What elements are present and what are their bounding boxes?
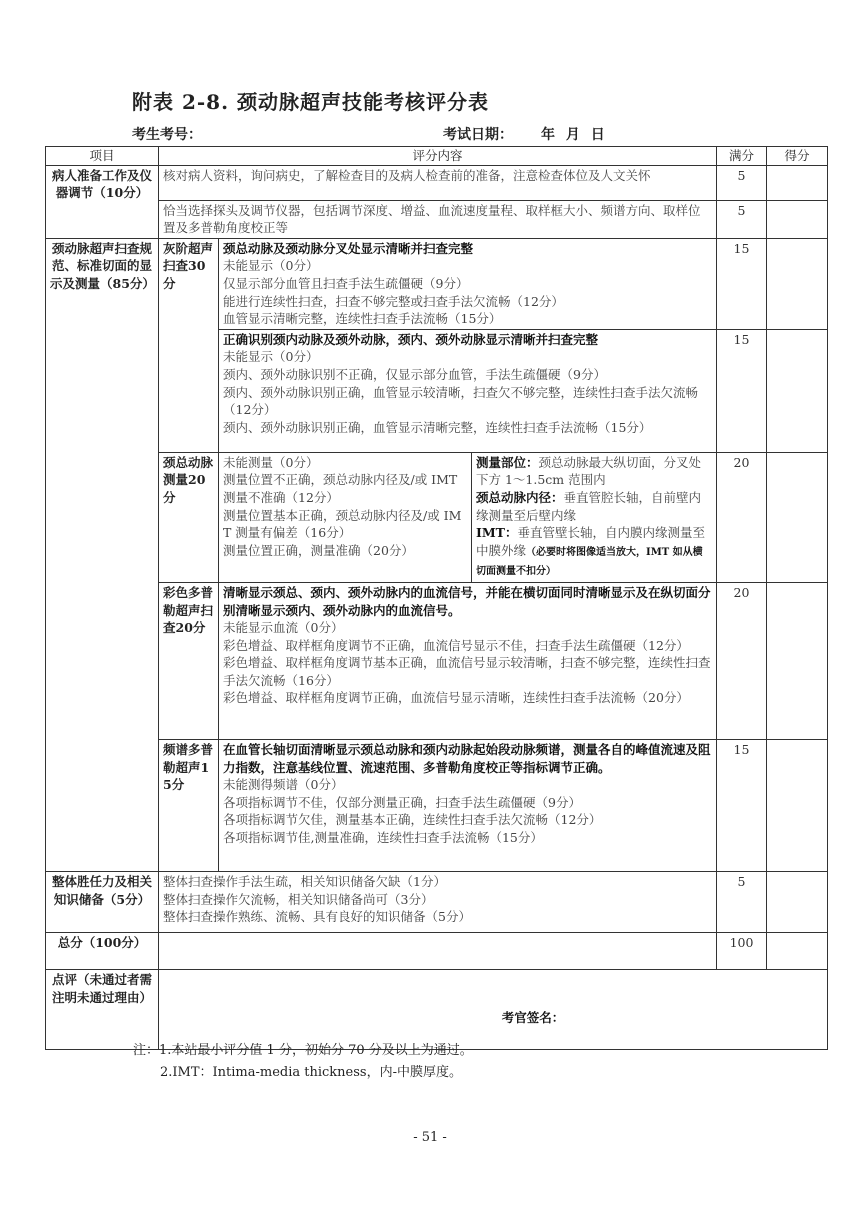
- table-row: [46, 452, 828, 582]
- list-item: 未能显示（0分）: [223, 258, 319, 274]
- list-item: 能进行连续性扫查，扫查不够完整或扫查手法欠流畅（12分）: [223, 293, 564, 309]
- note-1: 注：1.本站最小评分值 1 分，初始分 70 分及以上为通过。: [133, 1043, 473, 1058]
- list-item: 彩色增益、取样框角度调节基本正确，血流信号显示较清晰，扫查不够完整，连续性扫查手法欠流畅（16分）: [223, 655, 711, 688]
- gray-label: 灰阶超声扫查30分: [159, 238, 219, 452]
- list-item: 测量位置正确，测量准确（20分）: [223, 542, 414, 558]
- spectrum-label: 频谱多普勒超声15分: [159, 739, 219, 871]
- header-full: 满分: [717, 147, 767, 166]
- gray-a-lead: 颈总动脉及颈动脉分叉处显示清晰并扫查完整: [223, 240, 474, 256]
- note-2: 2.IMT：Intima-media thickness，内-中膜厚度。: [160, 1065, 462, 1080]
- exam-date: [443, 124, 605, 144]
- score-table: [45, 146, 828, 1050]
- color-full: 20: [717, 582, 767, 739]
- spectrum-full: 15: [717, 739, 767, 871]
- measure-score[interactable]: [767, 452, 828, 582]
- color-lead: 清晰显示颈总、颈内、颈外动脉内的血流信号，并能在横切面同时清晰显示及在纵切面分别清晰显示颈内、颈外动脉内的血流信号。: [223, 584, 711, 618]
- spectrum-score[interactable]: [767, 739, 828, 871]
- list-item: 各项指标调节欠佳，测量基本正确，连续性扫查手法欠流畅（12分）: [223, 812, 602, 828]
- table-row: [46, 165, 828, 200]
- prep-full-1: 5: [717, 165, 767, 200]
- table-row: [46, 871, 828, 932]
- overall-content: [159, 871, 717, 932]
- prep-content-2: 恰当选择探头及调节仪器，包括调节深度、增益、血流速度量程、取样框大小、频谱方向、取样位置及多普勒角度校正等: [159, 200, 717, 238]
- table-row: [46, 969, 828, 1049]
- page-number: - 51 -: [413, 1130, 447, 1145]
- total-score[interactable]: [767, 932, 828, 969]
- measure-pos-text: 颈总动脉最大纵切面，分叉处下方 1～1.5cm 范围内: [476, 454, 702, 488]
- prep-full-2: 5: [717, 200, 767, 238]
- measure-full: 20: [717, 452, 767, 582]
- list-item: 未能测得频谱（0分）: [223, 777, 344, 793]
- prep-score-1[interactable]: [767, 165, 828, 200]
- examiner-sign-label: 考官签名：: [501, 1010, 565, 1026]
- header-score: 得分: [767, 147, 828, 166]
- table-row: [46, 739, 828, 871]
- gray-b-lead: 正确识别颈内动脉及颈外动脉，颈内、颈外动脉显示清晰并扫查完整: [223, 331, 599, 347]
- table-row: [46, 200, 828, 238]
- list-item: 颈内、颈外动脉识别正确，血管显示较清晰，扫查欠不够完整，连续性扫查手法欠流畅（12分）: [223, 384, 699, 418]
- table-row: [46, 932, 828, 969]
- comment-area[interactable]: [159, 969, 828, 1049]
- gray-b-content: [219, 329, 717, 452]
- total-label: 总分（100分）: [46, 932, 159, 969]
- overall-score[interactable]: [767, 871, 828, 932]
- measure-diam-text: 垂直管腔长轴，自前壁内缘测量至后壁内缘: [476, 489, 702, 523]
- table-row: [46, 582, 828, 739]
- measure-label: 颈总动脉测量20分: [159, 452, 219, 582]
- overall-label: 整体胜任力及相关知识储备（5分）: [46, 871, 159, 932]
- overall-full: 5: [717, 871, 767, 932]
- color-score[interactable]: [767, 582, 828, 739]
- measure-spec: [472, 452, 717, 582]
- measure-diameter: [476, 489, 712, 524]
- measure-pos-label: 测量部位：: [476, 454, 539, 470]
- page-title: 附表 2-8. 颈动脉超声技能考核评分表: [132, 90, 490, 114]
- list-item: 测量位置基本正确，颈总动脉内径及/或 IMT 测量有偏差（16分）: [223, 507, 462, 541]
- list-item: 测量位置不正确，颈总动脉内径及/或 IMT 测量不准确（12分）: [223, 472, 458, 505]
- header-content: 评分内容: [159, 147, 717, 166]
- comment-label: 点评（未通过者需注明未通过理由）: [46, 969, 159, 1049]
- spectrum-content: [219, 739, 717, 871]
- list-item: 未能测量（0分）: [223, 454, 319, 470]
- gray-a-full: 15: [717, 238, 767, 329]
- gray-a-content: [219, 238, 717, 329]
- notes: [133, 1040, 473, 1084]
- gray-b-score[interactable]: [767, 329, 828, 452]
- color-content: [219, 582, 717, 739]
- measure-position: [476, 454, 712, 489]
- measure-content: [219, 452, 472, 582]
- list-item: 各项指标调节佳,测量准确，连续性扫查手法流畅（15分）: [223, 829, 543, 845]
- prep-label: 病人准备工作及仪器调节（10分）: [46, 165, 159, 238]
- total-full: 100: [717, 932, 767, 969]
- list-item: 颈内、颈外动脉识别正确，血管显示清晰完整，连续性扫查手法流畅（15分）: [223, 419, 652, 435]
- list-item: 仅显示部分血管且扫查手法生疏僵硬（9分）: [223, 275, 469, 291]
- exam-date-label: 考试日期：: [443, 127, 513, 143]
- list-item: 彩色增益、取样框角度调节正确，血流信号显示清晰，连续性扫查手法流畅（20分）: [223, 690, 689, 706]
- prep-score-2[interactable]: [767, 200, 828, 238]
- list-item: 整体扫查操作熟练、流畅、具有良好的知识储备（5分）: [163, 909, 471, 925]
- measure-imt-note: （必要时将图像适当放大，IMT 如从横切面测量不扣分）: [476, 546, 703, 578]
- list-item: 各项指标调节不佳，仅部分测量正确，扫查手法生疏僵硬（9分）: [223, 794, 581, 810]
- list-item: 未能显示（0分）: [223, 349, 319, 365]
- list-item: 彩色增益、取样框角度调节不正确，血流信号显示不佳，扫查手法生疏僵硬（12分）: [223, 637, 689, 653]
- spectrum-lead: 在血管长轴切面清晰显示颈总动脉和颈内动脉起始段动脉频谱，测量各自的峰值流速及阻力指数，注意基线位置、流速范围、多普勒角度校正等指标调节正确。: [223, 741, 711, 775]
- header-row: [46, 147, 828, 166]
- total-content: [159, 932, 717, 969]
- list-item: 未能显示血流（0分）: [223, 620, 344, 636]
- list-item: 血管显示清晰完整，连续性扫查手法流畅（15分）: [223, 311, 502, 327]
- measure-imt-text: 垂直管壁长轴，自内膜内缘测量至中膜外缘: [476, 525, 706, 558]
- list-item: 颈内、颈外动脉识别不正确，仅显示部分血管，手法生疏僵硬（9分）: [223, 366, 606, 382]
- gray-a-score[interactable]: [767, 238, 828, 329]
- gray-b-full: 15: [717, 329, 767, 452]
- list-item: 整体扫查操作欠流畅，相关知识储备尚可（3分）: [163, 891, 434, 907]
- measure-diam-label: 颈总动脉内径：: [476, 489, 564, 505]
- exam-id-label: 考生考号：: [132, 127, 202, 143]
- color-label: 彩色多普勒超声扫查20分: [159, 582, 219, 739]
- scan-label: 颈动脉超声扫查规范、标准切面的显示及测量（85分）: [46, 238, 159, 871]
- measure-imt: [476, 524, 712, 581]
- prep-content-1: 核对病人资料，询问病史，了解检查目的及病人检查前的准备，注意检查体位及人文关怀: [159, 165, 717, 200]
- list-item: 整体扫查操作手法生疏，相关知识储备欠缺（1分）: [163, 873, 446, 889]
- table-row: [46, 238, 828, 329]
- header-item: 项目: [46, 147, 159, 166]
- measure-imt-label: IMT：: [476, 525, 518, 541]
- exam-date-ymd: 年 月 日: [541, 127, 605, 143]
